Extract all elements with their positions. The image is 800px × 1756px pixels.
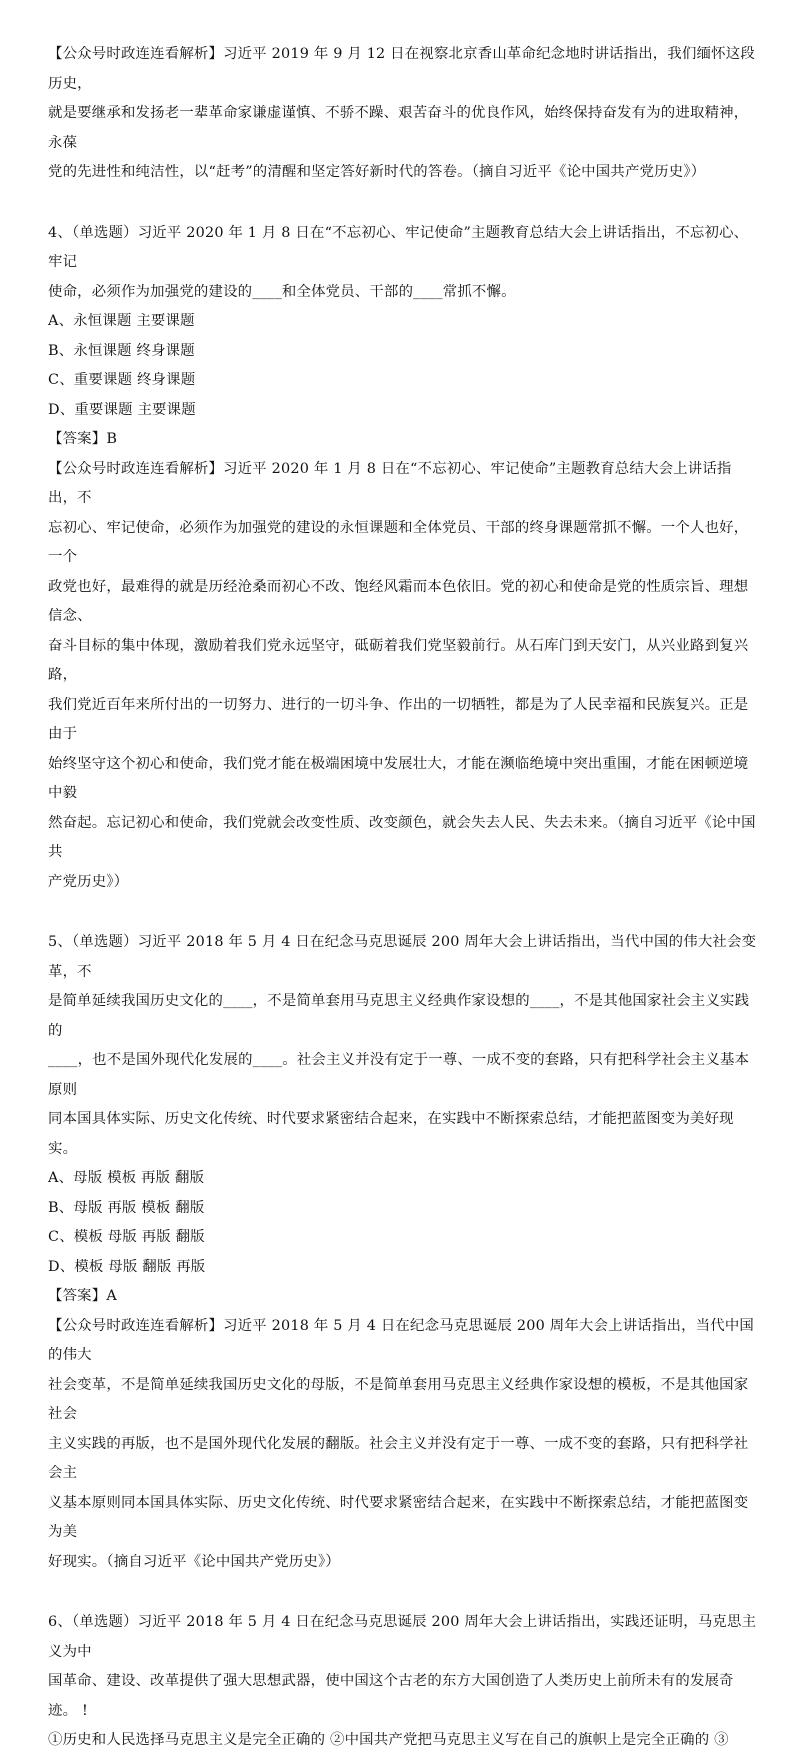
option-d: D、模板 母版 翻版 再版 [48, 1258, 206, 1275]
answer-label: 【答案】B [48, 431, 118, 447]
analysis-line: 我们党近百年来所付出的一切努力、进行的一切斗争、作出的一切牺牲，都是为了人民幸福和民族复兴。正是由于 [48, 696, 749, 742]
question-stem-line: ____，也不是国外现代化发展的____。社会主义并没有定于一尊、一成不变的套路，只有把科学社会主义基本原则 [48, 1052, 750, 1098]
analysis-line: 主义实践的再版，也不是国外现代化发展的翻版。社会主义并没有定于一尊、一成不变的套路，只有把科学社会主 [48, 1435, 749, 1481]
analysis-line: 然奋起。忘记初心和使命，我们党就会改变性质、改变颜色，就会失去人民、失去未来。（摘自习近平《论中国共 [48, 814, 756, 860]
question-stem-line: 是简单延续我国历史文化的____，不是简单套用马克思主义经典作家设想的____，不是其他国家社会主义实践的 [48, 993, 750, 1039]
analysis-line: 始终坚守这个初心和使命，我们党才能在极端困境中发展壮大，才能在濒临绝境中突出重围，才能在困顿逆境中毅 [48, 755, 749, 801]
analysis-line: 义基本原则同本国具体实际、历史文化传统、时代要求紧密结合起来，在实践中不断探索总结，才能把蓝图变为美 [48, 1494, 749, 1540]
text-line: 党的先进性和纯洁性，以“赶考”的清醒和坚定答好新时代的答卷。（摘自习近平《论中国共产党历史》） [48, 164, 706, 180]
question-stem-line: ①历史和人民选择马克思主义是完全正确的 ②中国共产党把马克思主义写在自己的旗帜上是完全正确的 ③ [48, 1732, 729, 1748]
q3-analysis [48, 40, 760, 188]
spacer [48, 1577, 760, 1608]
analysis-line: 好现实。（摘自习近平《论中国共产党历史》） [48, 1553, 341, 1570]
question-5 [48, 928, 760, 1577]
analysis-line: 社会变革，不是简单延续我国历史文化的母版，不是简单套用马克思主义经典作家设想的模板，不是其他国家社会 [48, 1376, 749, 1422]
document-page [48, 40, 760, 1756]
question-stem-line: 使命，必须作为加强党的建设的____和全体党员、干部的____常抓不懈。 [48, 283, 516, 300]
question-stem-line: 同本国具体实际、历史文化传统、时代要求紧密结合起来，在实践中不断探索总结，才能把蓝图变为美好现实。 [48, 1111, 734, 1157]
spacer [48, 897, 760, 928]
analysis-line: 【公众号时政连连看解析】习近平 2020 年 1 月 8 日在“不忘初心、牢记使命”主题教育总结大会上讲话指出，不 [48, 460, 732, 506]
question-stem-line: 5、（单选题）习近平 2018 年 5 月 4 日在纪念马克思诞辰 200 周年大会上讲话指出，当代中国的伟大社会变革，不 [48, 934, 757, 980]
spacer [48, 188, 760, 219]
question-4 [48, 219, 760, 898]
option-c: C、模板 母版 再版 翻版 [48, 1229, 205, 1245]
question-stem-line: 国革命、建设、改革提供了强大思想武器，使中国这个古老的东方大国创造了人类历史上前所未有的发展奇迹。 ! [48, 1673, 734, 1719]
option-c: C、重要课题 终身课题 [48, 372, 196, 388]
text-line: 就是要继承和发扬老一辈革命家谦虚谨慎、不骄不躁、艰苦奋斗的优良作风，始终保持奋发有为的进取精神，永葆 [48, 105, 749, 151]
question-stem-line: 4、（单选题）习近平 2020 年 1 月 8 日在“不忘初心、牢记使命”主题教育总结大会上讲话指出，不忘初心、牢记 [48, 224, 749, 270]
text-line: 【公众号时政连连看解析】习近平 2019 年 9 月 12 日在视察北京香山革命纪念地时讲话指出，我们缅怀这段历史， [48, 46, 755, 92]
question-stem-line: 6、（单选题）习近平 2018 年 5 月 4 日在纪念马克思诞辰 200 周年大会上讲话指出，实践还证明，马克思主义为中 [48, 1614, 757, 1660]
analysis-line: 忘初心、牢记使命，必须作为加强党的建设的永恒课题和全体党员、干部的终身课题常抓不懈。一个人也好，一个 [48, 519, 749, 565]
option-a: A、永恒课题 主要课题 [48, 313, 195, 329]
analysis-line: 奋斗目标的集中体现，激励着我们党永远坚守，砥砺着我们党坚毅前行。从石库门到天安门，从兴业路到复兴路， [48, 637, 749, 683]
option-b: B、永恒课题 终身课题 [48, 342, 195, 359]
analysis-line: 产党历史》） [48, 873, 129, 890]
analysis-line: 政党也好，最难得的就是历经沧桑而初心不改、饱经风霜而本色依旧。党的初心和使命是党的性质宗旨、理想信念、 [48, 578, 749, 624]
question-6 [48, 1608, 760, 1756]
option-a: A、母版 模板 再版 翻版 [48, 1170, 205, 1186]
option-b: B、母版 再版 模板 翻版 [48, 1199, 205, 1216]
answer-label: 【答案】A [48, 1288, 117, 1304]
analysis-line: 【公众号时政连连看解析】习近平 2018 年 5 月 4 日在纪念马克思诞辰 200 周年大会上讲话指出，当代中国的伟大 [48, 1317, 755, 1363]
option-d: D、重要课题 主要课题 [48, 401, 196, 418]
